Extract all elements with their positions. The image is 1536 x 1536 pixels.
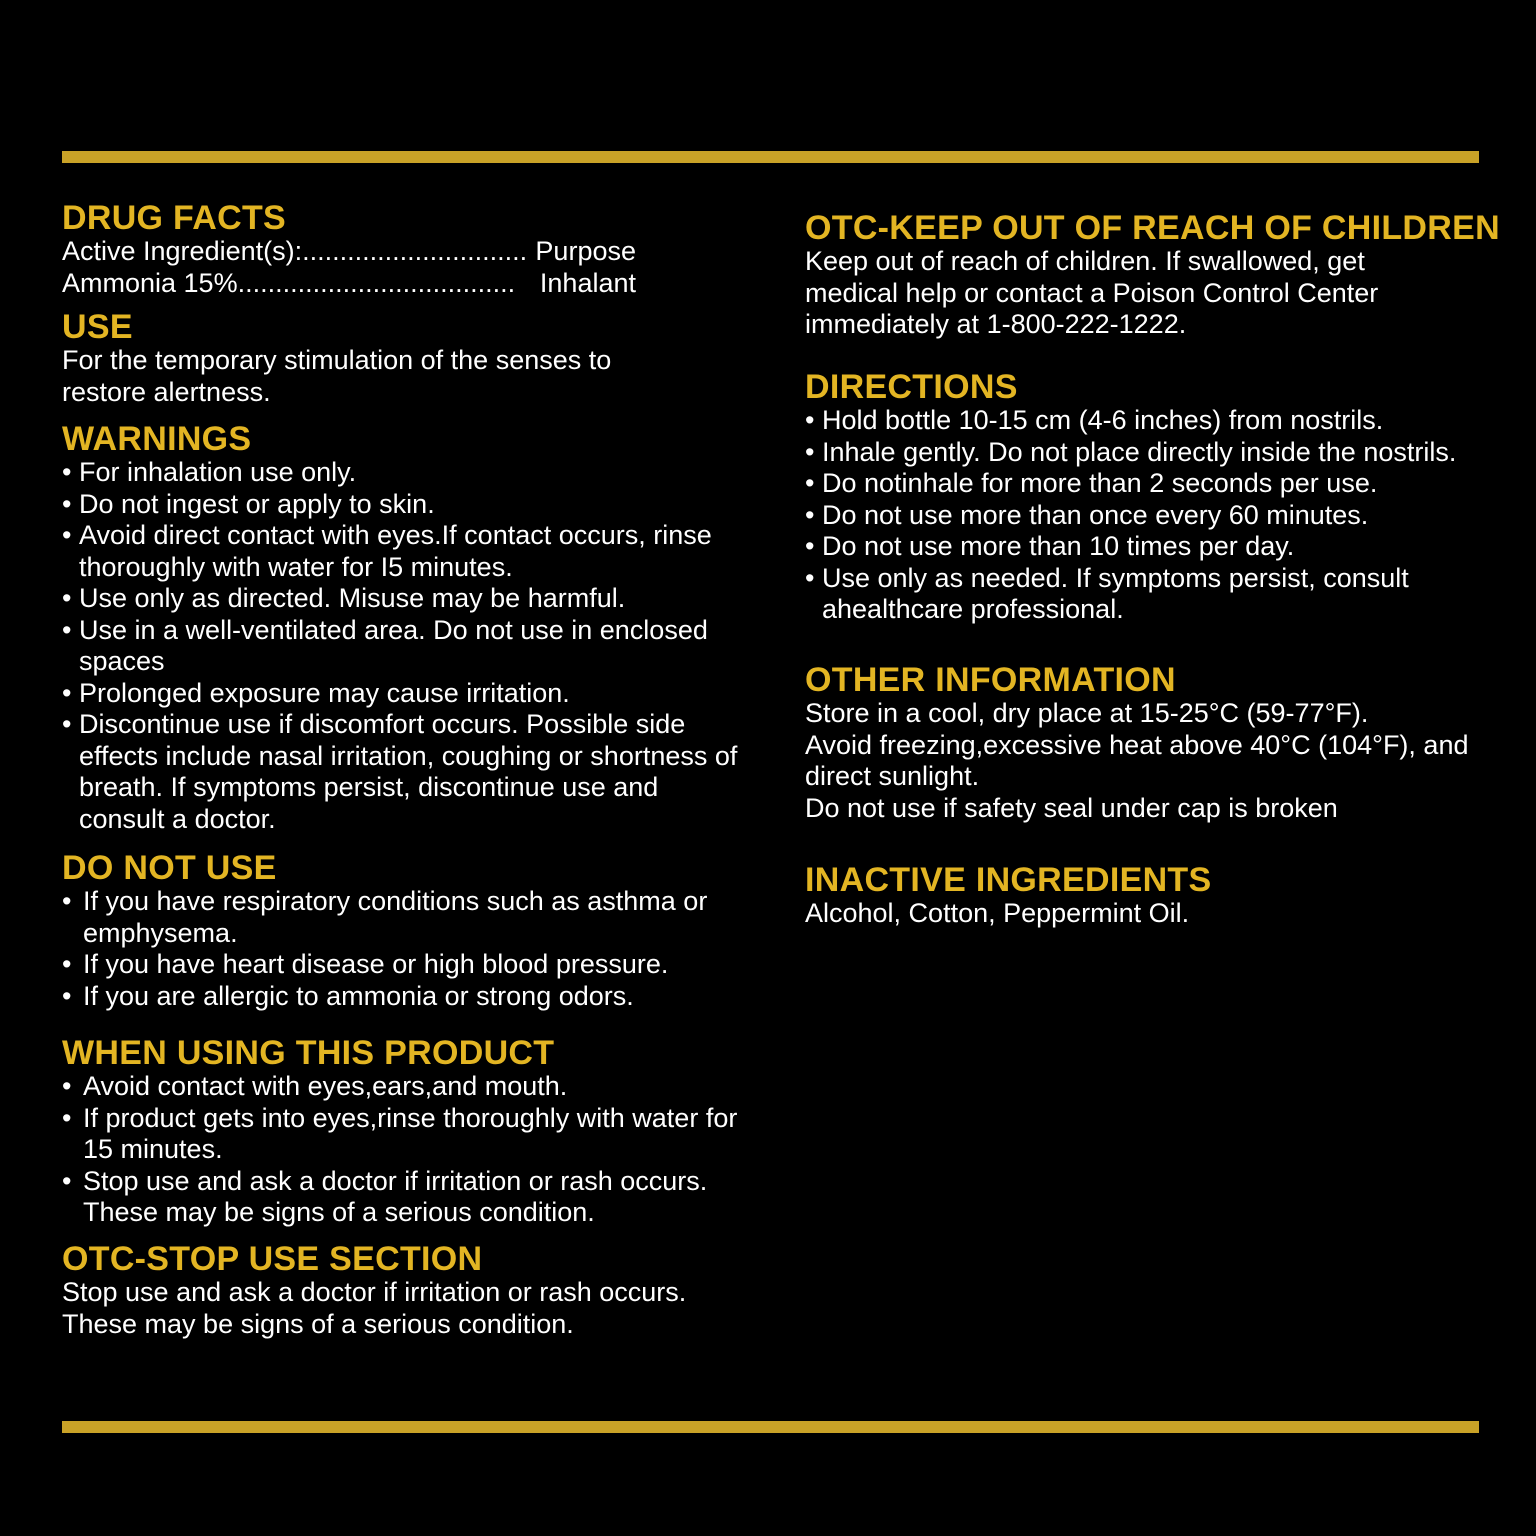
other-info-heading: OTHER INFORMATION bbox=[805, 661, 1176, 699]
ingredient-name: Ammonia 15% bbox=[62, 267, 238, 298]
list-item: • Stop use and ask a doctor if irritation or rash occurs. These may be signs of a serious condition. bbox=[62, 1165, 708, 1227]
inactive-ingredients-text: Alcohol, Cotton, Peppermint Oil. bbox=[805, 898, 1190, 928]
do-not-use-section bbox=[62, 850, 742, 1012]
bullet-icon: • bbox=[805, 562, 815, 593]
use-section bbox=[62, 309, 762, 408]
list-item: • Do not use more than once every 60 minutes. bbox=[805, 499, 1369, 530]
bottom-divider bbox=[62, 1421, 1479, 1433]
list-item: • Use only as directed. Misuse may be harmful. bbox=[62, 583, 626, 613]
bullet-icon: • bbox=[62, 520, 72, 550]
other-info-section bbox=[805, 662, 1505, 824]
keep-out-section bbox=[805, 210, 1505, 341]
use-heading: USE bbox=[62, 308, 133, 346]
directions-section bbox=[805, 369, 1505, 626]
bullet-icon: • bbox=[62, 583, 72, 613]
list-item: • Do not use more than 10 times per day. bbox=[805, 531, 1295, 561]
inactive-ingredients-section bbox=[805, 862, 1505, 930]
bullet-icon: • bbox=[805, 468, 815, 498]
bullet-icon: • bbox=[62, 949, 72, 979]
list-item: • Prolonged exposure may cause irritation. bbox=[62, 677, 570, 708]
ingredient-row bbox=[62, 268, 636, 300]
bullet-icon: • bbox=[62, 886, 72, 916]
do-not-use-list bbox=[62, 886, 742, 1012]
leader-dots: ..................................... bbox=[237, 267, 516, 298]
warnings-heading: WARNINGS bbox=[62, 420, 252, 458]
drug-facts-heading: DRUG FACTS bbox=[62, 199, 286, 237]
list-item: • Avoid direct contact with eyes.If contact occurs, rinse thoroughly with water for I5 minutes. bbox=[62, 520, 712, 582]
list-item: • Inhale gently. Do not place directly inside the nostrils. bbox=[805, 436, 1457, 467]
other-info-text-line: Store in a cool, dry place at 15-25°C (59-77°F). bbox=[805, 698, 1369, 728]
bullet-icon: • bbox=[62, 709, 72, 739]
bullet-icon: • bbox=[62, 677, 72, 708]
bullet-icon: • bbox=[62, 614, 72, 645]
list-item: • For inhalation use only. bbox=[62, 457, 357, 487]
list-item: • Use in a well-ventilated area. Do not use in enclosed spaces bbox=[62, 614, 708, 676]
top-divider bbox=[62, 151, 1479, 163]
list-item: • If product gets into eyes,rinse thoroughly with water for 15 minutes. bbox=[62, 1102, 738, 1164]
list-item: • Do notinhale for more than 2 seconds per use. bbox=[805, 468, 1378, 498]
bullet-icon: • bbox=[805, 499, 815, 530]
list-item: • If you have respiratory conditions such as asthma or emphysema. bbox=[62, 886, 708, 948]
keep-out-text-line: immediately at 1-800-222-1222. bbox=[805, 309, 1187, 339]
bullet-icon: • bbox=[805, 531, 815, 561]
keep-out-heading: OTC-KEEP OUT OF REACH OF CHILDREN bbox=[805, 209, 1500, 247]
keep-out-text-line: Keep out of reach of children. If swallowed, get bbox=[805, 246, 1365, 276]
bullet-icon: • bbox=[62, 1102, 72, 1133]
stop-use-text-line: These may be signs of a serious condition. bbox=[62, 1308, 574, 1339]
drug-facts-section bbox=[62, 200, 762, 299]
directions-list bbox=[805, 405, 1505, 626]
list-item: • Hold bottle 10-15 cm (4-6 inches) from nostrils. bbox=[805, 405, 1384, 435]
bullet-icon: • bbox=[62, 980, 72, 1011]
bullet-icon: • bbox=[805, 405, 815, 435]
when-using-list bbox=[62, 1071, 742, 1229]
inactive-ingredients-heading: INACTIVE INGREDIENTS bbox=[805, 861, 1212, 899]
use-text-line: restore alertness. bbox=[62, 376, 271, 407]
warnings-section bbox=[62, 421, 742, 835]
leader-dots: .............................. bbox=[302, 236, 528, 266]
other-info-text-line: direct sunlight. bbox=[805, 761, 980, 791]
purpose-label: Purpose bbox=[535, 236, 636, 266]
stop-use-text-line: Stop use and ask a doctor if irritation or rash occurs. bbox=[62, 1277, 687, 1307]
bullet-icon: • bbox=[62, 488, 72, 519]
bullet-icon: • bbox=[805, 436, 815, 467]
other-info-text-line: Avoid freezing,excessive heat above 40°C (104°F), and bbox=[805, 729, 1469, 760]
do-not-use-heading: DO NOT USE bbox=[62, 849, 277, 887]
list-item: • Avoid contact with eyes,ears,and mouth. bbox=[62, 1071, 568, 1101]
keep-out-text-line: medical help or contact a Poison Control Center bbox=[805, 277, 1379, 308]
active-ingredient-row bbox=[62, 236, 636, 268]
directions-heading: DIRECTIONS bbox=[805, 368, 1018, 406]
active-ingredient-label: Active Ingredient(s): bbox=[62, 236, 303, 266]
stop-use-section bbox=[62, 1241, 762, 1340]
bullet-icon: • bbox=[62, 1165, 72, 1196]
list-item: • Use only as needed. If symptoms persist, consult ahealthcare professional. bbox=[805, 562, 1409, 624]
list-item: • If you are allergic to ammonia or strong odors. bbox=[62, 980, 634, 1011]
stop-use-heading: OTC-STOP USE SECTION bbox=[62, 1240, 483, 1278]
bullet-icon: • bbox=[62, 457, 72, 487]
list-item: • If you have heart disease or high blood pressure. bbox=[62, 949, 669, 979]
use-text-line: For the temporary stimulation of the senses to bbox=[62, 345, 612, 375]
list-item: • Discontinue use if discomfort occurs. Possible side effects include nasal irritation, coughing or shortness of breath. If symptoms persist, discontinue use and consult a doctor. bbox=[62, 709, 738, 834]
when-using-section bbox=[62, 1035, 742, 1229]
warnings-list bbox=[62, 457, 742, 835]
when-using-heading: WHEN USING THIS PRODUCT bbox=[62, 1034, 555, 1072]
list-item: • Do not ingest or apply to skin. bbox=[62, 488, 435, 519]
bullet-icon: • bbox=[62, 1071, 72, 1101]
other-info-text-line: Do not use if safety seal under cap is broken bbox=[805, 792, 1338, 823]
ingredient-purpose: Inhalant bbox=[539, 267, 636, 298]
